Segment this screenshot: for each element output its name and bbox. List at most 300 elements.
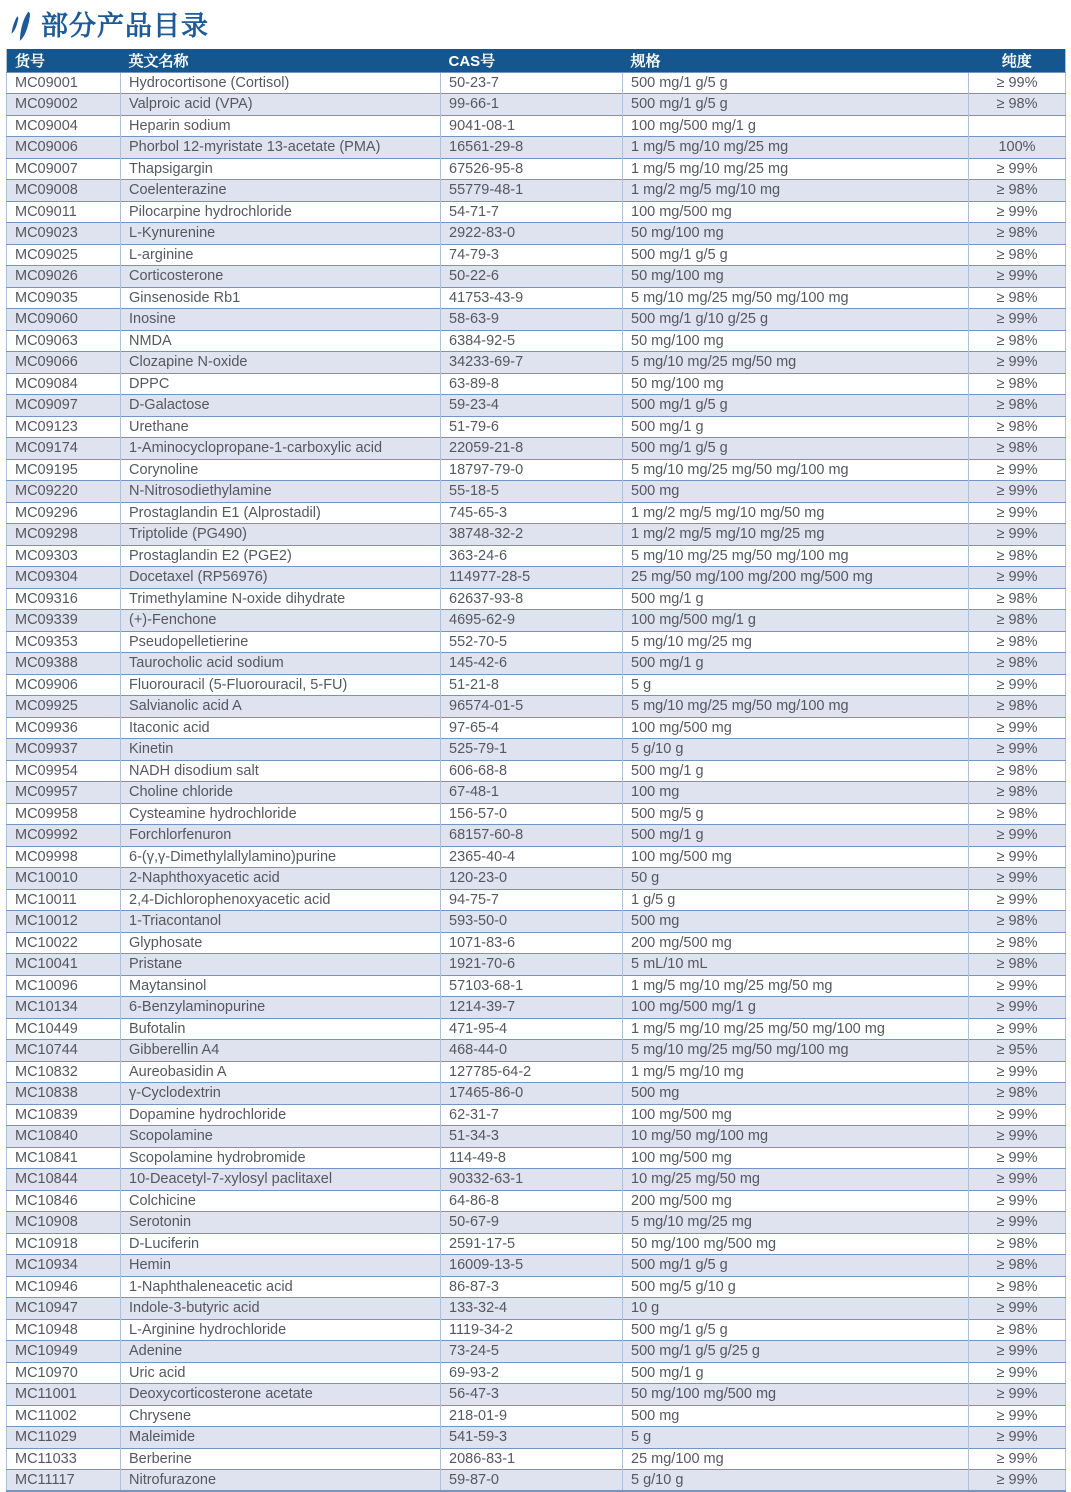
- table-row: [7, 266, 1066, 288]
- cell-purity: ≥ 98%: [969, 1276, 1066, 1298]
- cell-name: Maytansinol: [121, 975, 441, 997]
- cell-item: MC10947: [7, 1298, 121, 1320]
- cell-cas: 145-42-6: [441, 653, 623, 675]
- cell-spec: 1 mg/5 mg/10 mg: [623, 1061, 969, 1083]
- cell-item: MC09004: [7, 115, 121, 137]
- cell-purity: ≥ 99%: [969, 1190, 1066, 1212]
- table-row: [7, 739, 1066, 761]
- cell-item: MC09339: [7, 610, 121, 632]
- cell-name: Coelenterazine: [121, 180, 441, 202]
- cell-item: MC11033: [7, 1448, 121, 1470]
- cell-cas: 54-71-7: [441, 201, 623, 223]
- table-row: [7, 1341, 1066, 1363]
- cell-purity: ≥ 99%: [969, 846, 1066, 868]
- cell-cas: 51-21-8: [441, 674, 623, 696]
- cell-spec: 500 mg/1 g: [623, 653, 969, 675]
- cell-name: NADH disodium salt: [121, 760, 441, 782]
- cell-item: MC10840: [7, 1126, 121, 1148]
- cell-item: MC09220: [7, 481, 121, 503]
- cell-spec: 50 mg/100 mg: [623, 223, 969, 245]
- cell-cas: 51-79-6: [441, 416, 623, 438]
- cell-item: MC10948: [7, 1319, 121, 1341]
- table-row: [7, 674, 1066, 696]
- cell-purity: ≥ 99%: [969, 739, 1066, 761]
- cell-name: 6-Benzylaminopurine: [121, 997, 441, 1019]
- cell-purity: ≥ 98%: [969, 416, 1066, 438]
- cell-spec: 50 mg/100 mg: [623, 266, 969, 288]
- cell-spec: 200 mg/500 mg: [623, 932, 969, 954]
- cell-spec: 50 mg/100 mg/500 mg: [623, 1233, 969, 1255]
- cell-purity: ≥ 98%: [969, 287, 1066, 309]
- table-row: [7, 889, 1066, 911]
- cell-name: Nitrofurazone: [121, 1470, 441, 1492]
- cell-cas: 97-65-4: [441, 717, 623, 739]
- table-row: [7, 1470, 1066, 1492]
- cell-name: Inosine: [121, 309, 441, 331]
- cell-item: MC10839: [7, 1104, 121, 1126]
- cell-item: MC10918: [7, 1233, 121, 1255]
- cell-name: Kinetin: [121, 739, 441, 761]
- cell-item: MC11002: [7, 1405, 121, 1427]
- cell-name: Pilocarpine hydrochloride: [121, 201, 441, 223]
- cell-name: Serotonin: [121, 1212, 441, 1234]
- cell-cas: 120-23-0: [441, 868, 623, 890]
- cell-name: Uric acid: [121, 1362, 441, 1384]
- table-row: [7, 330, 1066, 352]
- cell-item: MC09388: [7, 653, 121, 675]
- cell-purity: ≥ 98%: [969, 1233, 1066, 1255]
- cell-cas: 9041-08-1: [441, 115, 623, 137]
- section-header: [6, 8, 1066, 49]
- cell-name: Thapsigargin: [121, 158, 441, 180]
- cell-item: MC09958: [7, 803, 121, 825]
- cell-purity: ≥ 99%: [969, 1384, 1066, 1406]
- cell-cas: 541-59-3: [441, 1427, 623, 1449]
- cell-item: MC09008: [7, 180, 121, 202]
- table-row: [7, 223, 1066, 245]
- cell-item: MC11029: [7, 1427, 121, 1449]
- cell-purity: ≥ 99%: [969, 1405, 1066, 1427]
- table-row: [7, 395, 1066, 417]
- cell-name: Colchicine: [121, 1190, 441, 1212]
- cell-name: Heparin sodium: [121, 115, 441, 137]
- cell-name: L-arginine: [121, 244, 441, 266]
- cell-spec: 5 mg/10 mg/25 mg/50 mg/100 mg: [623, 287, 969, 309]
- cell-item: MC10011: [7, 889, 121, 911]
- cell-name: Scopolamine hydrobromide: [121, 1147, 441, 1169]
- cell-cas: 2365-40-4: [441, 846, 623, 868]
- cell-name: Deoxycorticosterone acetate: [121, 1384, 441, 1406]
- cell-item: MC09006: [7, 137, 121, 159]
- cell-name: Scopolamine: [121, 1126, 441, 1148]
- cell-cas: 156-57-0: [441, 803, 623, 825]
- cell-name: Salvianolic acid A: [121, 696, 441, 718]
- cell-spec: 50 mg/100 mg: [623, 330, 969, 352]
- cell-spec: 500 mg/1 g/5 g: [623, 395, 969, 417]
- cell-spec: 500 mg: [623, 1083, 969, 1105]
- cell-spec: 5 mg/10 mg/25 mg/50 mg/100 mg: [623, 696, 969, 718]
- cell-purity: ≥ 98%: [969, 782, 1066, 804]
- table-row: [7, 309, 1066, 331]
- cell-spec: 50 g: [623, 868, 969, 890]
- cell-purity: ≥ 99%: [969, 717, 1066, 739]
- cell-purity: ≥ 99%: [969, 1061, 1066, 1083]
- col-header-purity: 纯度: [969, 49, 1066, 72]
- cell-purity: ≥ 98%: [969, 610, 1066, 632]
- cell-item: MC09954: [7, 760, 121, 782]
- table-row: [7, 911, 1066, 933]
- table-row: [7, 1448, 1066, 1470]
- table-row: [7, 1104, 1066, 1126]
- cell-name: Urethane: [121, 416, 441, 438]
- table-row: [7, 1298, 1066, 1320]
- cell-purity: ≥ 98%: [969, 911, 1066, 933]
- cell-item: MC09007: [7, 158, 121, 180]
- cell-spec: 100 mg/500 mg/1 g: [623, 610, 969, 632]
- table-row: [7, 1384, 1066, 1406]
- cell-spec: 500 mg/1 g/5 g: [623, 1319, 969, 1341]
- cell-name: DPPC: [121, 373, 441, 395]
- cell-cas: 62637-93-8: [441, 588, 623, 610]
- cell-purity: ≥ 99%: [969, 524, 1066, 546]
- table-row: [7, 1018, 1066, 1040]
- cell-name: Glyphosate: [121, 932, 441, 954]
- cell-name: Hemin: [121, 1255, 441, 1277]
- table-row: [7, 1405, 1066, 1427]
- cell-item: MC10041: [7, 954, 121, 976]
- cell-name: 2,4-Dichlorophenoxyacetic acid: [121, 889, 441, 911]
- col-header-spec: 规格: [623, 49, 969, 72]
- cell-item: MC10010: [7, 868, 121, 890]
- cell-cas: 16009-13-5: [441, 1255, 623, 1277]
- cell-spec: 500 mg/5 g/10 g: [623, 1276, 969, 1298]
- cell-cas: 55-18-5: [441, 481, 623, 503]
- cell-cas: 68157-60-8: [441, 825, 623, 847]
- cell-item: MC10949: [7, 1341, 121, 1363]
- cell-name: Prostaglandin E1 (Alprostadil): [121, 502, 441, 524]
- cell-purity: ≥ 99%: [969, 502, 1066, 524]
- cell-cas: 90332-63-1: [441, 1169, 623, 1191]
- cell-spec: 500 mg/1 g: [623, 1362, 969, 1384]
- cell-cas: 2591-17-5: [441, 1233, 623, 1255]
- cell-spec: 1 mg/5 mg/10 mg/25 mg/50 mg/100 mg: [623, 1018, 969, 1040]
- cell-purity: ≥ 98%: [969, 1255, 1066, 1277]
- page-title: 部分产品目录: [41, 11, 209, 41]
- cell-cas: 1119-34-2: [441, 1319, 623, 1341]
- cell-cas: 1921-70-6: [441, 954, 623, 976]
- table-row: [7, 1255, 1066, 1277]
- table-row: [7, 438, 1066, 460]
- cell-item: MC09097: [7, 395, 121, 417]
- cell-name: Ginsenoside Rb1: [121, 287, 441, 309]
- brand-flame-icon: [8, 11, 31, 42]
- cell-purity: ≥ 99%: [969, 1104, 1066, 1126]
- cell-purity: ≥ 99%: [969, 201, 1066, 223]
- cell-name: 2-Naphthoxyacetic acid: [121, 868, 441, 890]
- cell-purity: ≥ 98%: [969, 932, 1066, 954]
- cell-item: MC10844: [7, 1169, 121, 1191]
- table-row: [7, 1212, 1066, 1234]
- cell-spec: 500 mg/1 g/5 g: [623, 1255, 969, 1277]
- cell-cas: 67526-95-8: [441, 158, 623, 180]
- cell-spec: 25 mg/100 mg: [623, 1448, 969, 1470]
- cell-purity: ≥ 99%: [969, 825, 1066, 847]
- cell-cas: 50-22-6: [441, 266, 623, 288]
- table-row: [7, 1061, 1066, 1083]
- cell-item: MC10449: [7, 1018, 121, 1040]
- cell-cas: 745-65-3: [441, 502, 623, 524]
- cell-spec: 1 mg/5 mg/10 mg/25 mg/50 mg: [623, 975, 969, 997]
- cell-item: MC09298: [7, 524, 121, 546]
- cell-spec: 10 g: [623, 1298, 969, 1320]
- table-row: [7, 1427, 1066, 1449]
- table-row: [7, 115, 1066, 137]
- cell-item: MC09998: [7, 846, 121, 868]
- cell-purity: ≥ 98%: [969, 954, 1066, 976]
- table-row: [7, 287, 1066, 309]
- cell-spec: 200 mg/500 mg: [623, 1190, 969, 1212]
- cell-spec: 100 mg: [623, 782, 969, 804]
- cell-purity: ≥ 99%: [969, 1126, 1066, 1148]
- table-row: [7, 803, 1066, 825]
- cell-cas: 4695-62-9: [441, 610, 623, 632]
- cell-purity: ≥ 98%: [969, 696, 1066, 718]
- cell-item: MC10846: [7, 1190, 121, 1212]
- cell-cas: 363-24-6: [441, 545, 623, 567]
- cell-spec: 500 mg/1 g/5 g: [623, 94, 969, 116]
- product-table: [6, 49, 1066, 1492]
- cell-name: Pseudopelletierine: [121, 631, 441, 653]
- cell-cas: 59-23-4: [441, 395, 623, 417]
- cell-spec: 10 mg/25 mg/50 mg: [623, 1169, 969, 1191]
- cell-purity: ≥ 98%: [969, 631, 1066, 653]
- cell-item: MC10841: [7, 1147, 121, 1169]
- cell-purity: ≥ 99%: [969, 266, 1066, 288]
- cell-spec: 500 mg/1 g/5 g: [623, 244, 969, 266]
- cell-item: MC10934: [7, 1255, 121, 1277]
- cell-name: Maleimide: [121, 1427, 441, 1449]
- cell-spec: 5 mg/10 mg/25 mg/50 mg/100 mg: [623, 545, 969, 567]
- table-row: [7, 954, 1066, 976]
- table-row: [7, 1190, 1066, 1212]
- cell-item: MC09957: [7, 782, 121, 804]
- cell-purity: ≥ 99%: [969, 1448, 1066, 1470]
- table-row: [7, 1126, 1066, 1148]
- cell-item: MC09060: [7, 309, 121, 331]
- cell-purity: ≥ 99%: [969, 1362, 1066, 1384]
- cell-cas: 2922-83-0: [441, 223, 623, 245]
- cell-spec: 1 g/5 g: [623, 889, 969, 911]
- cell-cas: 218-01-9: [441, 1405, 623, 1427]
- cell-spec: 5 g/10 g: [623, 739, 969, 761]
- cell-item: MC10832: [7, 1061, 121, 1083]
- cell-spec: 100 mg/500 mg/1 g: [623, 115, 969, 137]
- cell-item: MC10908: [7, 1212, 121, 1234]
- cell-cas: 1214-39-7: [441, 997, 623, 1019]
- cell-spec: 500 mg/1 g/10 g/25 g: [623, 309, 969, 331]
- cell-purity: ≥ 99%: [969, 567, 1066, 589]
- cell-purity: ≥ 98%: [969, 373, 1066, 395]
- cell-cas: 94-75-7: [441, 889, 623, 911]
- cell-cas: 16561-29-8: [441, 137, 623, 159]
- cell-purity: ≥ 98%: [969, 395, 1066, 417]
- cell-name: Corynoline: [121, 459, 441, 481]
- cell-name: Corticosterone: [121, 266, 441, 288]
- cell-item: MC09023: [7, 223, 121, 245]
- cell-spec: 100 mg/500 mg: [623, 201, 969, 223]
- cell-name: Berberine: [121, 1448, 441, 1470]
- cell-item: MC11117: [7, 1470, 121, 1492]
- cell-name: 1-Triacontanol: [121, 911, 441, 933]
- table-row: [7, 459, 1066, 481]
- cell-name: L-Arginine hydrochloride: [121, 1319, 441, 1341]
- cell-spec: 5 mg/10 mg/25 mg: [623, 631, 969, 653]
- cell-name: Aureobasidin A: [121, 1061, 441, 1083]
- cell-purity: ≥ 99%: [969, 309, 1066, 331]
- cell-name: Valproic acid (VPA): [121, 94, 441, 116]
- cell-name: Dopamine hydrochloride: [121, 1104, 441, 1126]
- table-row: [7, 416, 1066, 438]
- cell-name: Cysteamine hydrochloride: [121, 803, 441, 825]
- cell-item: MC09316: [7, 588, 121, 610]
- cell-cas: 471-95-4: [441, 1018, 623, 1040]
- cell-name: Itaconic acid: [121, 717, 441, 739]
- cell-purity: ≥ 99%: [969, 975, 1066, 997]
- cell-name: Bufotalin: [121, 1018, 441, 1040]
- cell-purity: ≥ 98%: [969, 223, 1066, 245]
- cell-purity: ≥ 99%: [969, 1341, 1066, 1363]
- table-row: [7, 868, 1066, 890]
- cell-item: MC09353: [7, 631, 121, 653]
- cell-spec: 50 mg/100 mg/500 mg: [623, 1384, 969, 1406]
- cell-cas: 55779-48-1: [441, 180, 623, 202]
- cell-purity: ≥ 99%: [969, 1470, 1066, 1492]
- cell-name: Hydrocortisone (Cortisol): [121, 72, 441, 94]
- table-row: [7, 137, 1066, 159]
- cell-spec: 500 mg/1 g: [623, 760, 969, 782]
- cell-cas: 17465-86-0: [441, 1083, 623, 1105]
- cell-purity: 100%: [969, 137, 1066, 159]
- cell-spec: 500 mg: [623, 481, 969, 503]
- cell-purity: ≥ 98%: [969, 180, 1066, 202]
- cell-cas: 58-63-9: [441, 309, 623, 331]
- cell-purity: ≥ 99%: [969, 1147, 1066, 1169]
- cell-item: MC09304: [7, 567, 121, 589]
- cell-item: MC09063: [7, 330, 121, 352]
- cell-cas: 59-87-0: [441, 1470, 623, 1492]
- cell-cas: 38748-32-2: [441, 524, 623, 546]
- table-row: [7, 653, 1066, 675]
- cell-spec: 100 mg/500 mg/1 g: [623, 997, 969, 1019]
- cell-cas: 51-34-3: [441, 1126, 623, 1148]
- cell-purity: ≥ 99%: [969, 459, 1066, 481]
- cell-purity: ≥ 98%: [969, 803, 1066, 825]
- cell-item: MC09035: [7, 287, 121, 309]
- table-row: [7, 588, 1066, 610]
- table-row: [7, 825, 1066, 847]
- table-row: [7, 1169, 1066, 1191]
- cell-cas: 525-79-1: [441, 739, 623, 761]
- cell-spec: 500 mg: [623, 911, 969, 933]
- cell-cas: 86-87-3: [441, 1276, 623, 1298]
- cell-spec: 500 mg/1 g/5 g: [623, 72, 969, 94]
- cell-name: Chrysene: [121, 1405, 441, 1427]
- table-row: [7, 696, 1066, 718]
- table-row: [7, 373, 1066, 395]
- cell-spec: 500 mg/1 g: [623, 416, 969, 438]
- cell-spec: 1 mg/5 mg/10 mg/25 mg: [623, 158, 969, 180]
- cell-purity: ≥ 99%: [969, 1298, 1066, 1320]
- cell-purity: ≥ 99%: [969, 158, 1066, 180]
- table-row: [7, 1040, 1066, 1062]
- cell-purity: ≥ 98%: [969, 1319, 1066, 1341]
- cell-cas: 18797-79-0: [441, 459, 623, 481]
- cell-cas: 56-47-3: [441, 1384, 623, 1406]
- table-row: [7, 846, 1066, 868]
- cell-item: MC09025: [7, 244, 121, 266]
- cell-purity: ≥ 99%: [969, 674, 1066, 696]
- cell-spec: 1 mg/2 mg/5 mg/10 mg/25 mg: [623, 524, 969, 546]
- cell-spec: 5 g: [623, 674, 969, 696]
- cell-item: MC09174: [7, 438, 121, 460]
- table-row: [7, 782, 1066, 804]
- cell-cas: 41753-43-9: [441, 287, 623, 309]
- cell-name: Clozapine N-oxide: [121, 352, 441, 374]
- cell-name: Phorbol 12-myristate 13-acetate (PMA): [121, 137, 441, 159]
- cell-cas: 96574-01-5: [441, 696, 623, 718]
- cell-name: Choline chloride: [121, 782, 441, 804]
- table-row: [7, 502, 1066, 524]
- cell-item: MC09303: [7, 545, 121, 567]
- cell-item: MC11001: [7, 1384, 121, 1406]
- cell-purity: [969, 115, 1066, 137]
- cell-item: MC10946: [7, 1276, 121, 1298]
- cell-name: 10-Deacetyl-7-xylosyl paclitaxel: [121, 1169, 441, 1191]
- cell-spec: 500 mg/5 g: [623, 803, 969, 825]
- cell-name: Indole-3-butyric acid: [121, 1298, 441, 1320]
- cell-cas: 468-44-0: [441, 1040, 623, 1062]
- cell-name: Taurocholic acid sodium: [121, 653, 441, 675]
- cell-spec: 100 mg/500 mg: [623, 1147, 969, 1169]
- cell-cas: 69-93-2: [441, 1362, 623, 1384]
- cell-cas: 63-89-8: [441, 373, 623, 395]
- cell-item: MC10096: [7, 975, 121, 997]
- cell-name: (+)-Fenchone: [121, 610, 441, 632]
- cell-purity: ≥ 98%: [969, 94, 1066, 116]
- cell-cas: 127785-64-2: [441, 1061, 623, 1083]
- cell-purity: ≥ 98%: [969, 438, 1066, 460]
- cell-name: L-Kynurenine: [121, 223, 441, 245]
- cell-purity: ≥ 99%: [969, 352, 1066, 374]
- cell-purity: ≥ 98%: [969, 330, 1066, 352]
- cell-cas: 22059-21-8: [441, 438, 623, 460]
- cell-item: MC09925: [7, 696, 121, 718]
- table-row: [7, 1147, 1066, 1169]
- table-row: [7, 72, 1066, 94]
- cell-purity: ≥ 99%: [969, 481, 1066, 503]
- cell-item: MC10744: [7, 1040, 121, 1062]
- cell-name: Docetaxel (RP56976): [121, 567, 441, 589]
- cell-name: Prostaglandin E2 (PGE2): [121, 545, 441, 567]
- cell-item: MC09123: [7, 416, 121, 438]
- cell-cas: 2086-83-1: [441, 1448, 623, 1470]
- cell-purity: ≥ 95%: [969, 1040, 1066, 1062]
- cell-spec: 10 mg/50 mg/100 mg: [623, 1126, 969, 1148]
- cell-name: Triptolide (PG490): [121, 524, 441, 546]
- cell-spec: 500 mg/1 g: [623, 825, 969, 847]
- cell-cas: 606-68-8: [441, 760, 623, 782]
- cell-item: MC09026: [7, 266, 121, 288]
